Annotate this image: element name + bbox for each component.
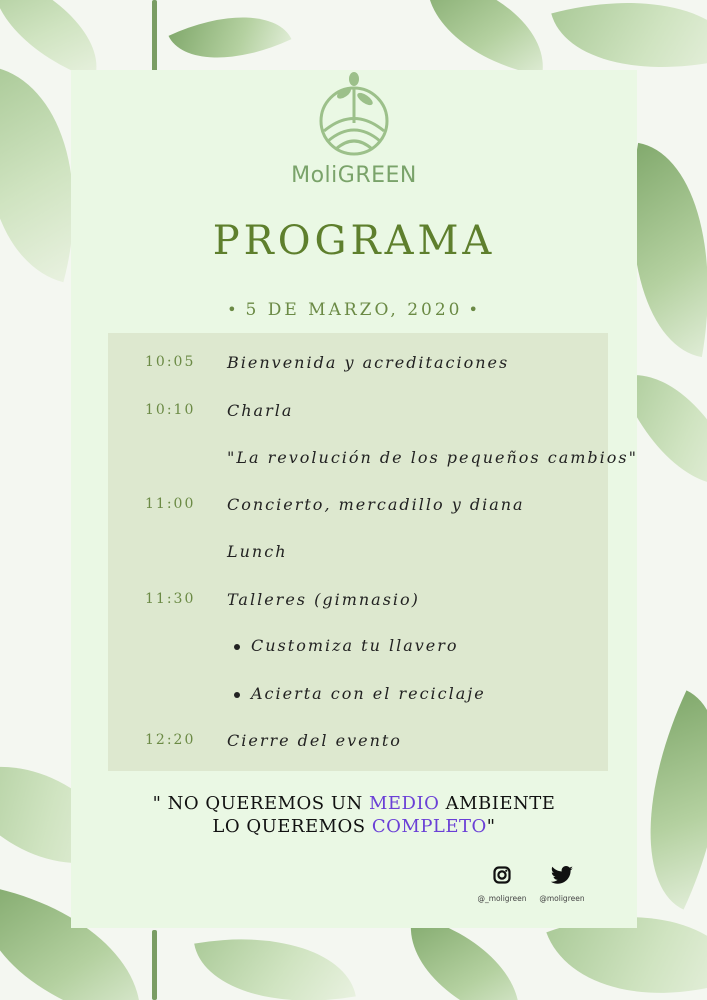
quote-line-1: [71, 792, 637, 815]
instagram-handle: @_moligreen: [477, 894, 527, 903]
instagram-icon: [493, 866, 511, 884]
quote-highlight: COMPLETO: [371, 816, 487, 837]
schedule-bullet-item: Acierta con el reciclaje: [251, 683, 486, 703]
schedule-event: Concierto, mercadillo y diana: [227, 494, 525, 514]
schedule-time: 12:20: [145, 732, 196, 748]
brand-logo: [284, 71, 424, 188]
schedule-event: Bienvenida y acreditaciones: [227, 352, 510, 372]
quote-text: " NO QUEREMOS UN: [152, 793, 369, 814]
schedule-time: 10:10: [145, 402, 196, 418]
schedule-event: Talleres (gimnasio): [227, 589, 420, 609]
schedule-event: Lunch: [227, 541, 288, 561]
twitter-icon: [549, 866, 575, 886]
quote-highlight: MEDIO: [368, 793, 440, 814]
page-title: PROGRAMA: [212, 218, 496, 264]
schedule-time: 11:30: [145, 591, 196, 607]
schedule-bullet-item: Customiza tu llavero: [251, 635, 459, 655]
date-bullet-left: •: [227, 300, 240, 319]
schedule-time: 10:05: [145, 354, 196, 370]
date-text: 5 DE MARZO, 2020: [245, 300, 463, 320]
quote-text: AMBIENTE: [439, 793, 556, 814]
schedule-event: Cierre del evento: [227, 730, 402, 750]
brand-name: MoliGREEN: [291, 163, 417, 188]
twitter-handle: @moligreen: [539, 894, 585, 903]
quote-line-2: [71, 815, 637, 838]
quote-text: ": [486, 816, 496, 837]
schedule-time: 11:00: [145, 496, 196, 512]
sprout-logo-icon: [318, 71, 390, 161]
schedule-event: "La revolución de los pequeños cambios": [227, 447, 638, 467]
event-date: [71, 300, 637, 320]
quote-text: LO QUEREMOS: [212, 816, 372, 837]
twitter-link[interactable]: [534, 866, 590, 903]
schedule-panel: [108, 333, 638, 771]
closing-quote: [71, 792, 637, 838]
schedule-event: Charla: [227, 400, 294, 420]
instagram-link[interactable]: [474, 866, 530, 903]
date-bullet-right: •: [468, 300, 481, 319]
